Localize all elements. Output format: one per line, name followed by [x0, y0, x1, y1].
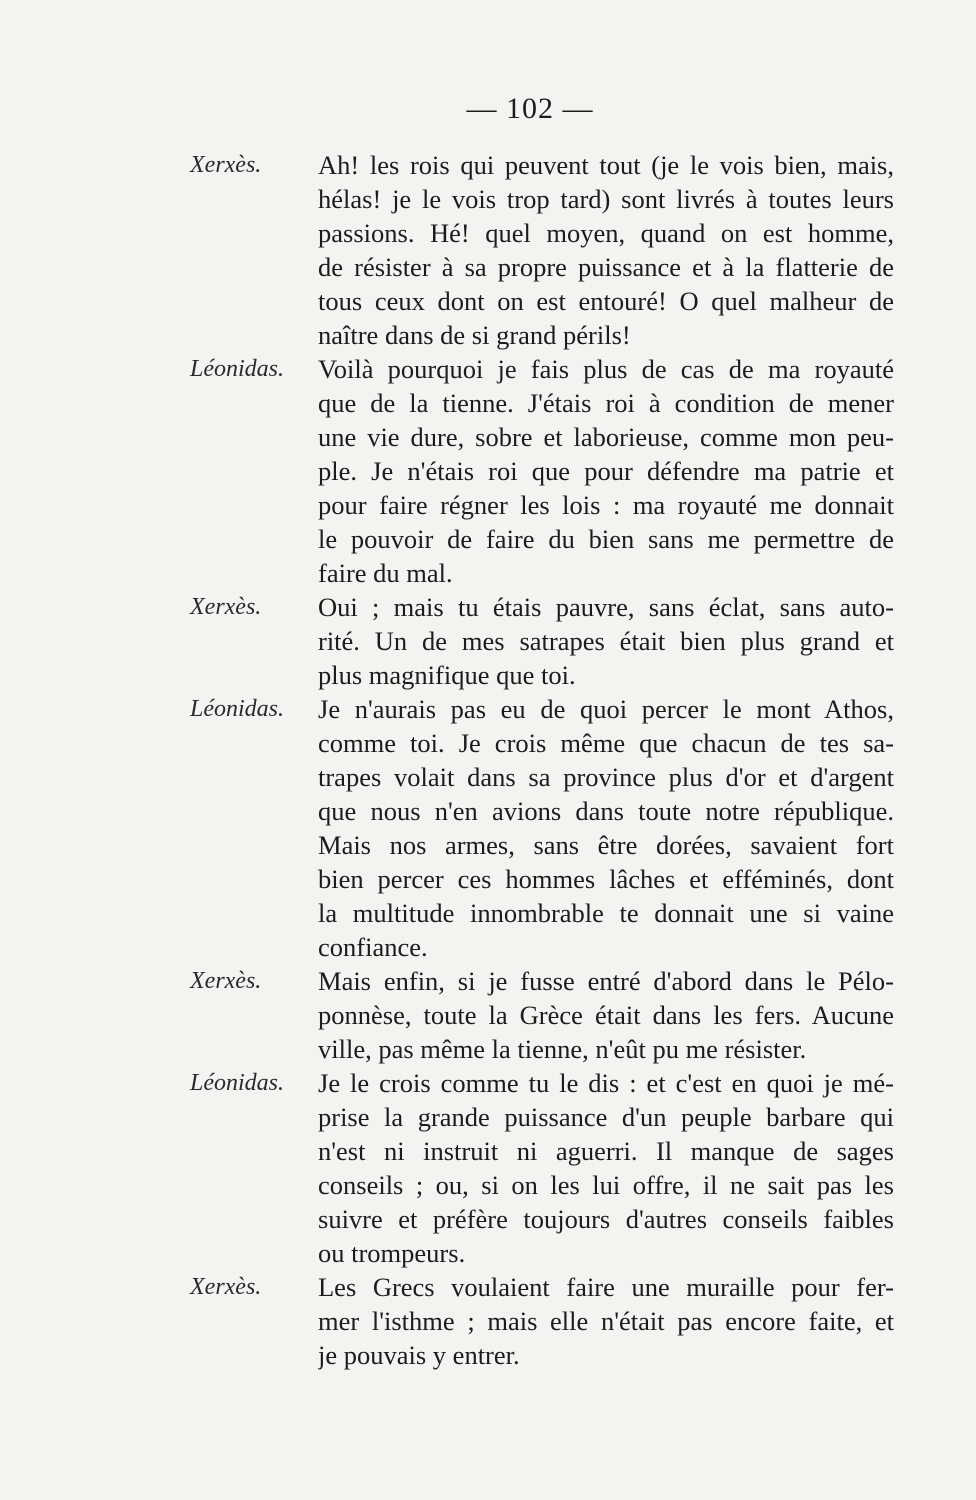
- speech-line: Voilà pourquoi je fais plus de cas de ma royauté: [318, 354, 894, 384]
- speech-line: passions. Hé! quel moyen, quand on est homme,: [318, 218, 894, 248]
- speech-line: conseils ; ou, si on les lui offre, il ne sait pas les: [318, 1170, 894, 1200]
- speech-line: Je le crois comme tu le dis : et c'est en quoi je mé-: [318, 1068, 894, 1098]
- speech-line: la multitude innombrable te donnait une si vaine: [318, 898, 894, 928]
- speech-line: Mais enfin, si je fusse entré d'abord dans le Pélo-: [318, 966, 894, 996]
- speech-text: [318, 1270, 894, 1372]
- page-number: — 102 —: [466, 92, 594, 125]
- speech-line: bien percer ces hommes lâches et efféminés, dont: [318, 864, 894, 894]
- speech-line: pour faire régner les lois : ma royauté me donnait: [318, 490, 894, 520]
- speech-line: comme toi. Je crois même que chacun de tes sa-: [318, 728, 894, 758]
- speech-text: [318, 1066, 894, 1270]
- speech-line: Je n'aurais pas eu de quoi percer le mont Athos,: [318, 694, 894, 724]
- speech-line: de résister à sa propre puissance et à la flatterie de: [318, 252, 894, 282]
- speech-text: [318, 590, 894, 692]
- speech-line: plus magnifique que toi.: [318, 660, 576, 690]
- speech-line: naître dans de si grand périls!: [318, 320, 631, 350]
- speech-line: faire du mal.: [318, 558, 453, 588]
- speaker-name: Léonidas.: [190, 1070, 285, 1096]
- speech-line: confiance.: [318, 932, 428, 962]
- speech-text: [318, 692, 894, 964]
- speech-text: [318, 964, 894, 1066]
- speech-text: [318, 352, 894, 590]
- speech-line: trapes volait dans sa province plus d'or et d'argent: [318, 762, 894, 792]
- speech-line: ple. Je n'étais roi que pour défendre ma patrie et: [318, 456, 894, 486]
- speech-text: [318, 148, 894, 352]
- speaker-name: Xerxès.: [190, 968, 262, 994]
- speaker-name: Léonidas.: [190, 356, 285, 382]
- speech-line: que nous n'en avions dans toute notre république.: [318, 796, 894, 826]
- speech-line: n'est ni instruit ni aguerri. Il manque de sages: [318, 1136, 894, 1166]
- speaker-name: Xerxès.: [190, 1274, 262, 1300]
- speech-line: que de la tienne. J'étais roi à condition de mener: [318, 388, 894, 418]
- speaker-name: Xerxès.: [190, 594, 262, 620]
- speech-line: Les Grecs voulaient faire une muraille pour fer-: [318, 1272, 894, 1302]
- speaker-name: Xerxès.: [190, 152, 262, 178]
- speech-line: ou trompeurs.: [318, 1238, 466, 1268]
- speech-line: une vie dure, sobre et laborieuse, comme mon peu-: [318, 422, 894, 452]
- speech-line: hélas! je le vois trop tard) sont livrés à toutes leurs: [318, 184, 894, 214]
- speech-line: tous ceux dont on est entouré! O quel malheur de: [318, 286, 894, 316]
- speech-line: Ah! les rois qui peuvent tout (je le vois bien, mais,: [318, 150, 894, 180]
- speech-line: Oui ; mais tu étais pauvre, sans éclat, sans auto-: [318, 592, 894, 622]
- speech-line: le pouvoir de faire du bien sans me permettre de: [318, 524, 894, 554]
- speech-line: prise la grande puissance d'un peuple barbare qui: [318, 1102, 894, 1132]
- speech-line: je pouvais y entrer.: [318, 1340, 520, 1370]
- speech-line: mer l'isthme ; mais elle n'était pas encore faite, et: [318, 1306, 894, 1336]
- speech-line: Mais nos armes, sans être dorées, savaient fort: [318, 830, 894, 860]
- speech-line: ville, pas même la tienne, n'eût pu me résister.: [318, 1034, 807, 1064]
- speech-line: suivre et préfère toujours d'autres conseils faibles: [318, 1204, 894, 1234]
- speech-line: ponnèse, toute la Grèce était dans les fers. Aucune: [318, 1000, 894, 1030]
- speech-line: rité. Un de mes satrapes était bien plus grand et: [318, 626, 894, 656]
- speaker-name: Léonidas.: [190, 696, 285, 722]
